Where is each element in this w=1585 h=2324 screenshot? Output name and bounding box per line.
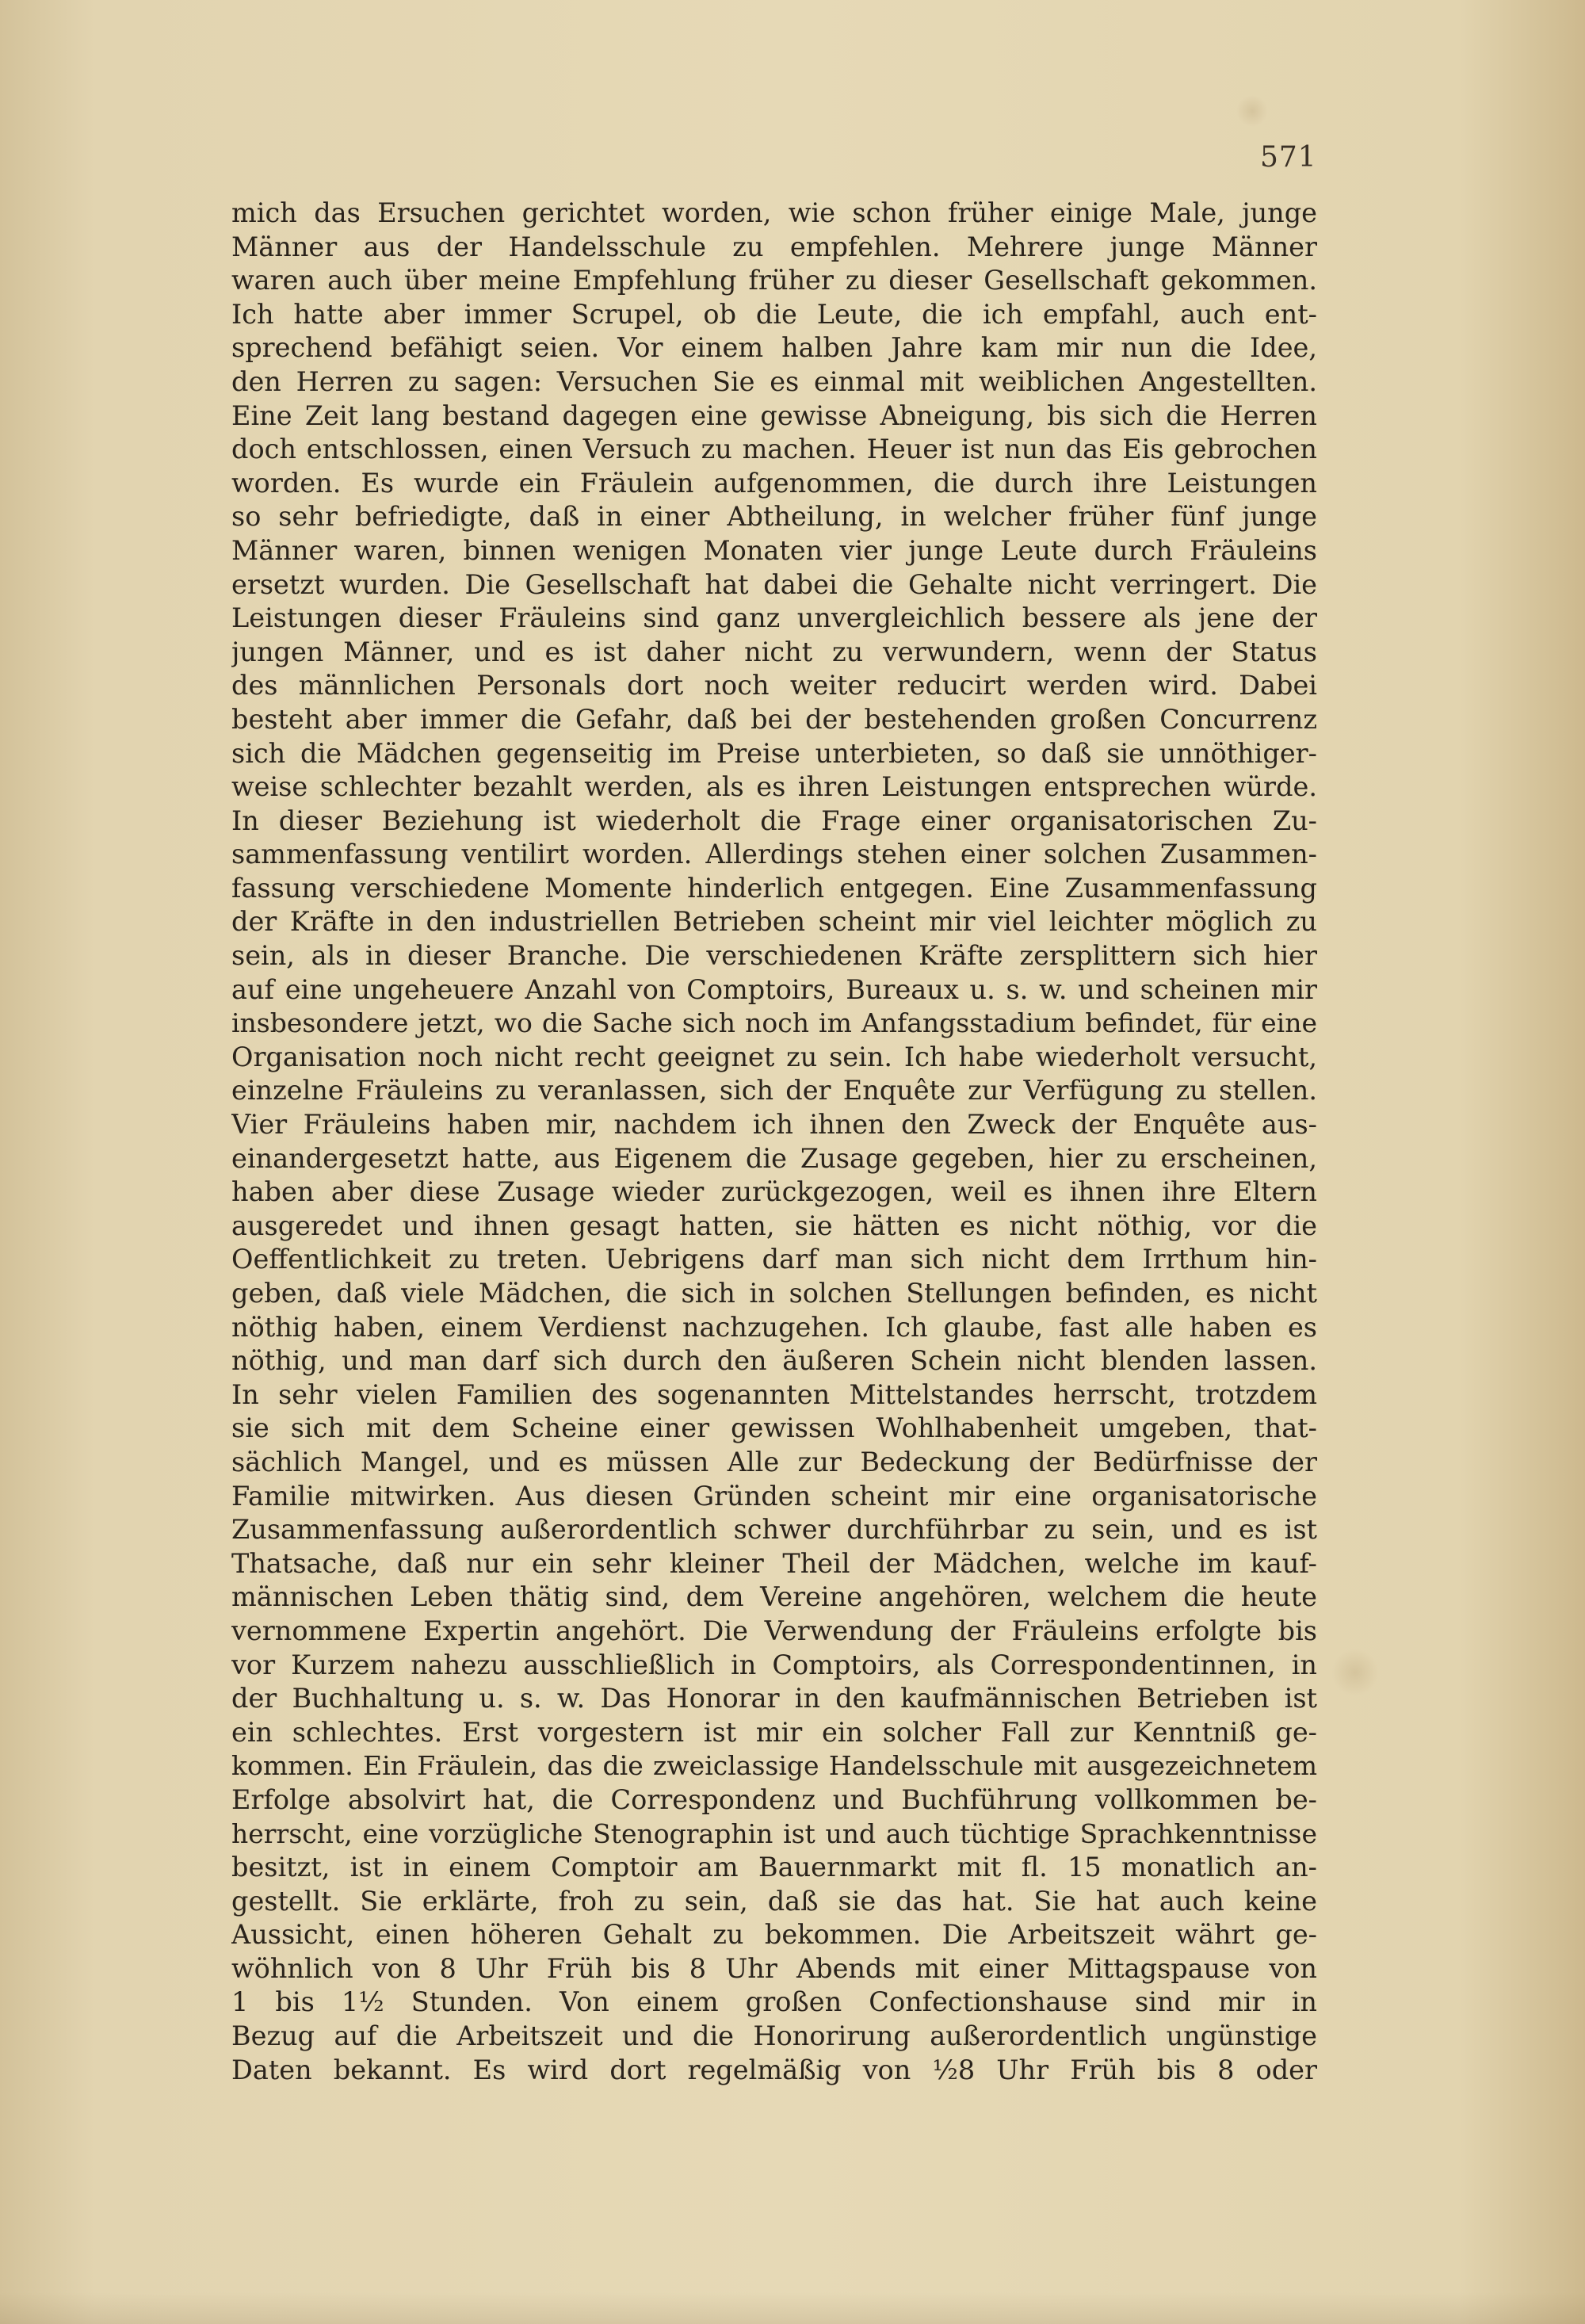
text-line: besitzt, ist in einem Comptoir am Bauernmarkt mit fl. 15 monatlich an- [231, 1852, 1317, 1883]
text-line: weise schlechter bezahlt werden, als es ihren Leistungen entsprechen würde. [231, 771, 1317, 803]
text-line: Erfolge absolvirt hat, die Correspondenz und Buchführung vollkommen be- [231, 1783, 1317, 1815]
text-line: ein schlechtes. Erst vorgestern ist mir ein solcher Fall zur Kenntniß ge- [231, 1716, 1317, 1748]
paper-stain [1236, 95, 1268, 127]
text-line: des männlichen Personals dort noch weiter reducirt werden wird. Dabei [231, 670, 1317, 701]
text-line: Männer waren, binnen wenigen Monaten vier junge Leute durch Fräuleins [231, 534, 1317, 566]
text-line: Zusammenfassung außerordentlich schwer durchführbar zu sein, und es ist [231, 1514, 1317, 1546]
text-line: insbesondere jetzt, wo die Sache sich noch im Anfangsstadium befindet, für eine [231, 1007, 1317, 1039]
text-line: mich das Ersuchen gerichtet worden, wie schon früher einige Male, junge [231, 197, 1317, 228]
text-line: ausgeredet und ihnen gesagt hatten, sie hätten es nicht nöthig, vor die [231, 1210, 1317, 1241]
text-line: Aussicht, einen höheren Gehalt zu bekommen. Die Arbeitszeit währt ge- [231, 1919, 1317, 1951]
text-line: kommen. Ein Fräulein, das die zweiclassige Handelsschule mit ausgezeichnetem [231, 1750, 1317, 1782]
text-line: so sehr befriedigte, daß in einer Abtheilung, in welcher früher fünf junge [231, 501, 1317, 533]
text-line: worden. Es wurde ein Fräulein aufgenommen, die durch ihre Leistungen [231, 467, 1317, 499]
text-line: sammenfassung ventilirt worden. Allerdings stehen einer solchen Zusammen- [231, 839, 1317, 870]
text-line: der Buchhaltung u. s. w. Das Honorar in den kaufmännischen Betrieben ist [231, 1683, 1317, 1714]
text-line: 1 bis 1½ Stunden. Von einem großen Confectionshause sind mir in [231, 1986, 1317, 2018]
text-line: In sehr vielen Familien des sogenannten Mittelstandes herrscht, trotzdem [231, 1378, 1317, 1410]
text-line: gestellt. Sie erklärte, froh zu sein, daß sie das hat. Sie hat auch keine [231, 1885, 1317, 1917]
text-line: Familie mitwirken. Aus diesen Gründen scheint mir eine organisatorische [231, 1480, 1317, 1512]
text-line: sprechend befähigt seien. Vor einem halben Jahre kam mir nun die Idee, [231, 332, 1317, 364]
page-edge-shadow [0, 2292, 1585, 2324]
text-line: Organisation noch nicht recht geeignet zu sein. Ich habe wiederholt versucht, [231, 1041, 1317, 1072]
text-line: sich die Mädchen gegenseitig im Preise unterbieten, so daß sie unnöthiger- [231, 737, 1317, 769]
text-line: In dieser Beziehung ist wiederholt die Frage einer organisatorischen Zu- [231, 805, 1317, 836]
text-line: Thatsache, daß nur ein sehr kleiner Theil der Mädchen, welche im kauf- [231, 1547, 1317, 1579]
text-line: Ich hatte aber immer Scrupel, ob die Leute, die ich empfahl, auch ent- [231, 298, 1317, 330]
text-line: Bezug auf die Arbeitszeit und die Honorirung außerordentlich ungünstige [231, 2020, 1317, 2052]
text-line: vor Kurzem nahezu ausschließlich in Comptoirs, als Correspondentinnen, in [231, 1649, 1317, 1680]
text-line: haben aber diese Zusage wieder zurückgezogen, weil es ihnen ihre Eltern [231, 1176, 1317, 1208]
text-line: Männer aus der Handelsschule zu empfehlen. Mehrere junge Männer [231, 231, 1317, 262]
text-line: der Kräfte in den industriellen Betrieben scheint mir viel leichter möglich zu [231, 906, 1317, 938]
text-line: den Herren zu sagen: Versuchen Sie es einmal mit weiblichen Angestellten. [231, 365, 1317, 397]
text-line: einzelne Fräuleins zu veranlassen, sich der Enquête zur Verfügung zu stellen. [231, 1075, 1317, 1107]
text-line: fassung verschiedene Momente hinderlich entgegen. Eine Zusammenfassung [231, 872, 1317, 904]
body-text [231, 197, 1317, 2087]
text-line: nöthig, und man darf sich durch den äußeren Schein nicht blenden lassen. [231, 1345, 1317, 1377]
text-line: jungen Männer, und es ist daher nicht zu verwundern, wenn der Status [231, 636, 1317, 667]
text-line: Daten bekannt. Es wird dort regelmäßig von ½8 Uhr Früh bis 8 oder [231, 2054, 1317, 2085]
text-line: vernommene Expertin angehört. Die Verwendung der Fräuleins erfolgte bis [231, 1615, 1317, 1646]
text-line: auf eine ungeheuere Anzahl von Comptoirs, Bureaux u. s. w. und scheinen mir [231, 973, 1317, 1005]
text-line: ersetzt wurden. Die Gesellschaft hat dabei die Gehalte nicht verringert. Die [231, 568, 1317, 600]
text-line: sein, als in dieser Branche. Die verschiedenen Kräfte zersplittern sich hier [231, 940, 1317, 972]
text-line: doch entschlossen, einen Versuch zu machen. Heuer ist nun das Eis gebrochen [231, 434, 1317, 465]
text-line: Leistungen dieser Fräuleins sind ganz unvergleichlich bessere als jene der [231, 602, 1317, 634]
text-line: sie sich mit dem Scheine einer gewissen Wohlhabenheit umgeben, that- [231, 1412, 1317, 1444]
text-line: Eine Zeit lang bestand dagegen eine gewisse Abneigung, bis sich die Herren [231, 399, 1317, 431]
text-line: männischen Leben thätig sind, dem Vereine angehören, welchem die heute [231, 1581, 1317, 1613]
text-line: besteht aber immer die Gefahr, daß bei der bestehenden großen Concurrenz [231, 703, 1317, 735]
page-number: 571 [1260, 141, 1317, 174]
text-line: einandergesetzt hatte, aus Eigenem die Zusage gegeben, hier zu erscheinen, [231, 1142, 1317, 1174]
text-line: sächlich Mangel, und es müssen Alle zur Bedeckung der Bedürfnisse der [231, 1446, 1317, 1477]
text-line: nöthig haben, einem Verdienst nachzugehen. Ich glaube, fast alle haben es [231, 1311, 1317, 1343]
text-line: Vier Fräuleins haben mir, nachdem ich ihnen den Zweck der Enquête aus- [231, 1109, 1317, 1141]
text-line: wöhnlich von 8 Uhr Früh bis 8 Uhr Abends mit einer Mittagspause von [231, 1952, 1317, 1984]
text-line: waren auch über meine Empfehlung früher zu dieser Gesellschaft gekommen. [231, 265, 1317, 296]
text-line: herrscht, eine vorzügliche Stenographin ist und auch tüchtige Sprachkenntnisse [231, 1818, 1317, 1849]
text-line: Oeffentlichkeit zu treten. Uebrigens darf man sich nicht dem Irrthum hin- [231, 1244, 1317, 1275]
paper-stain [1331, 1649, 1379, 1696]
text-line: geben, daß viele Mädchen, die sich in solchen Stellungen befinden, es nicht [231, 1278, 1317, 1309]
